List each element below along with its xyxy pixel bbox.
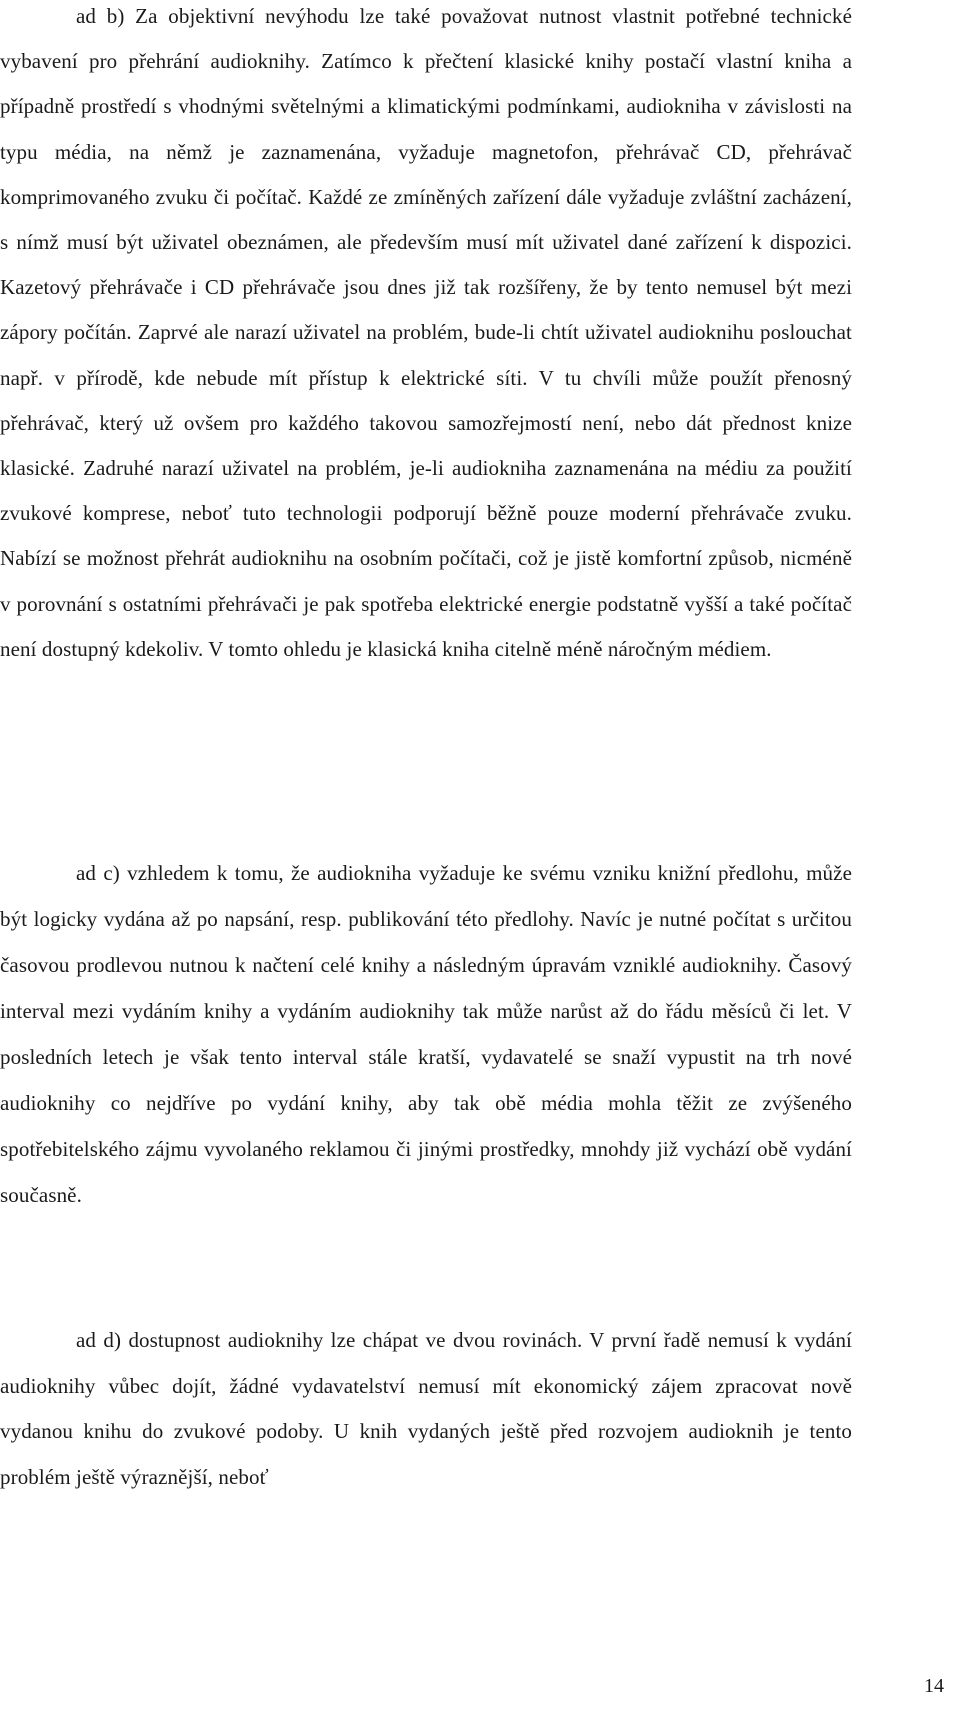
paragraph-ad-c-text: ad c) vzhledem k tomu, že audiokniha vyžaduje ke svému vzniku knižní předlohu, může být logicky vydána až po napsání, resp. publikování této předlohy. Navíc je nutné počítat s určitou časovou prodlevou nutnou k načtení celé knihy a následným úpravám vzniklé audioknihy. Časový interval mezi vydáním knihy a vydáním audioknihy tak může narůst až do řádu měsíců či let. V posledních letech je však tento interval stále kratší, vydavatelé se snaží vypustit na trh nové audioknihy co nejdříve po vydání knihy, aby tak obě média mohla těžit ze zvýšeného spotřebitelského zájmu vyvolaného reklamou či jinými prostředky, mnohdy již vychází obě vydání současně. — [0, 861, 852, 1207]
paragraph-ad-b-text: ad b) Za objektivní nevýhodu lze také považovat nutnost vlastnit potřebné technické vybavení pro přehrání audioknihy. Zatímco k přečtení klasické knihy postačí vlastní kniha a případně prostředí s vhodnými světelnými a klimatickými podmínkami, audiokniha v závislosti na typu média, na němž je zaznamenána, vyžaduje magnetofon, přehrávač CD, přehrávač komprimovaného zvuku či počítač. Každé ze zmíněných zařízení dále vyžaduje zvláštní zacházení, s nímž musí být uživatel obeznámen, ale především musí mít uživatel dané zařízení k dispozici. Kazetový přehrávače i CD přehrávače jsou dnes již tak rozšířeny, že by tento nemusel být mezi zápory počítán. Zaprvé ale narazí uživatel na problém, bude-li chtít uživatel audioknihu poslouchat např. v přírodě, kde nebude mít přístup k elektrické síti. V tu chvíli může použít přenosný přehrávač, který už ovšem pro každého takovou samozřejmostí není, nebo dát přednost knize klasické. Zadruhé narazí uživatel na problém, je-li audiokniha zaznamenána na médiu za použití zvukové komprese, neboť tuto technologii podporují běžně pouze moderní přehrávače zvuku. Nabízí se možnost přehrát audioknihu na osobním počítači, což je jistě komfortní způsob, nicméně v porovnání s ostatními přehrávači je pak spotřeba elektrické energie podstatně vyšší a také počítač není dostupný kdekoliv. V tomto ohledu je klasická kniha citelně méně náročným médiem. — [0, 4, 852, 661]
paragraph-ad-d — [0, 1318, 852, 1500]
paragraph-ad-d-text: ad d) dostupnost audioknihy lze chápat ve dvou rovinách. V první řadě nemusí k vydání audioknihy vůbec dojít, žádné vydavatelství nemusí mít ekonomický zájem zpracovat nově vydanou knihu do zvukové podoby. U knih vydaných ještě před rozvojem audioknih je tento problém ještě výraznější, neboť — [0, 1328, 852, 1489]
paragraph-ad-b — [0, 0, 852, 672]
paragraph-ad-c — [0, 850, 852, 1218]
page-number: 14 — [924, 1675, 944, 1697]
